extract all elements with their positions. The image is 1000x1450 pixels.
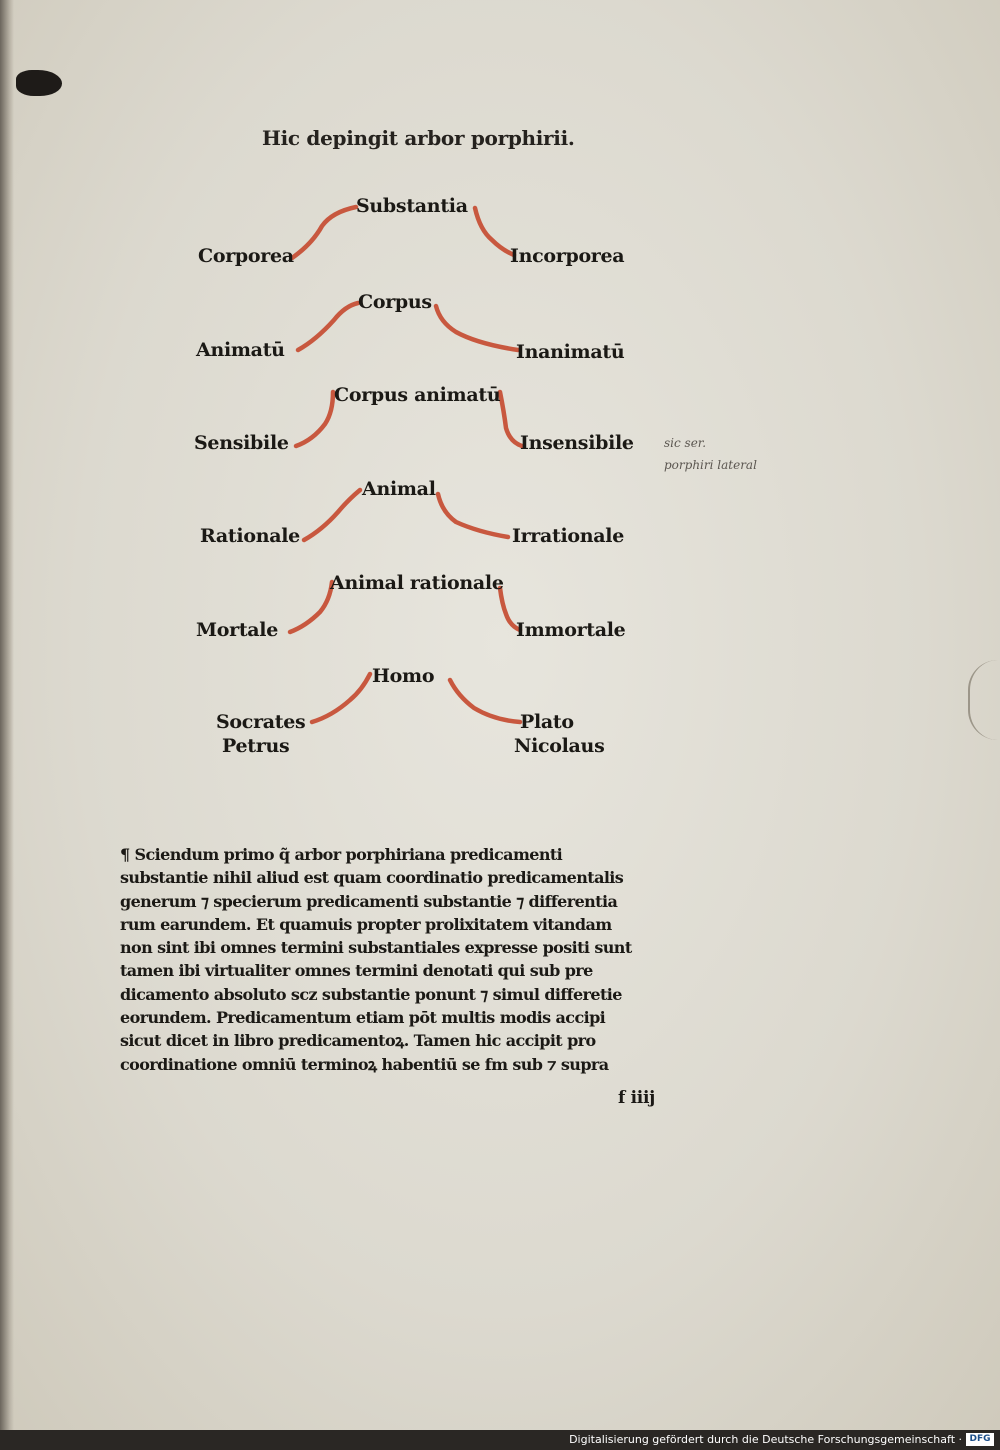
node-rationale: Rationale [200,525,300,547]
node-inanimatu: Inanimatū [516,341,625,363]
paragraph-line: tamen ibi virtualiter omnes termini denotati qui sub pre [120,961,593,981]
connector-homo-socrates [312,674,370,722]
node-immortale: Immortale [516,619,626,641]
connector-corpus-animatu [298,303,358,350]
connector-animal-rationale [304,490,360,540]
dfg-logo: DFG [966,1433,994,1446]
paragraph-line: eorundem. Predicamentum etiam pōt multis modis accipi [120,1008,606,1028]
connector-homo-plato [450,680,520,722]
connector-animal-irrationale [438,494,508,537]
page-heading: Hic depingit arbor porphirii. [262,126,575,150]
paragraph-line: generum ⁊ specierum predicamenti substantie ⁊ differentia [120,891,618,911]
node-animatu: Animatū [196,339,285,361]
margin-note-line: porphiri lateral [664,458,757,472]
gutter-shadow [0,0,14,1430]
handwritten-margin-note [664,432,757,476]
connector-corpus-inanimatu [436,306,518,350]
node-plato: Plato [520,711,574,733]
digitization-footer [0,1430,1000,1450]
node-insensibile: Insensibile [520,432,634,454]
signature-mark: f iiij [618,1088,655,1108]
node-corporea: Corporea [198,245,294,267]
footer-credit: Digitalisierung gefördert durch die Deutsche Forschungsgemeinschaft · [569,1433,962,1446]
node-corpus-animatu: Corpus animatū [334,384,501,406]
node-corpus: Corpus [358,291,432,313]
node-nicolaus: Nicolaus [514,735,605,757]
connector-animalrationale-mortale [290,582,332,632]
connector-corpusanimatu-insensibile [500,392,522,446]
paragraph-line: dicamento absoluto scz substantie ponunt ⁊ simul differetie [120,984,622,1004]
node-substantia: Substantia [356,195,468,217]
node-animal: Animal [362,478,436,500]
paragraph-line: coordinatione omniū terminoꝝ habentiū se fm sub ⁊ supra [120,1054,609,1074]
node-homo: Homo [372,665,435,687]
paragraph-line: sicut dicet in libro predicamentoꝝ. Tamen hic accipit pro [120,1031,596,1051]
paragraph-line: non sint ibi omnes termini substantiales expresse positi sunt [120,938,632,958]
connector-substantia-incorporea [475,208,514,255]
connector-corpusanimatu-sensibile [296,392,333,446]
connector-substantia-corporea [292,207,356,258]
paragraph-line: substantie nihil aliud est quam coordinatio predicamentalis [120,868,624,888]
node-petrus: Petrus [222,735,290,757]
node-socrates: Socrates [216,711,306,733]
node-animal-rationale: Animal rationale [330,572,504,594]
node-mortale: Mortale [196,619,279,641]
paragraph-line: ¶ Sciendum primo q̃ arbor porphiriana predicamenti [120,845,563,864]
body-paragraph [120,843,715,1076]
margin-note-line: sic ser. [664,436,707,450]
node-irrationale: Irrationale [512,525,625,547]
ink-stain [16,70,62,96]
paragraph-line: rum earundem. Et quamuis propter prolixitatem vitandam [120,914,612,934]
node-incorporea: Incorporea [510,245,625,267]
page-edge-curl [968,660,1000,740]
node-sensibile: Sensibile [194,432,289,454]
